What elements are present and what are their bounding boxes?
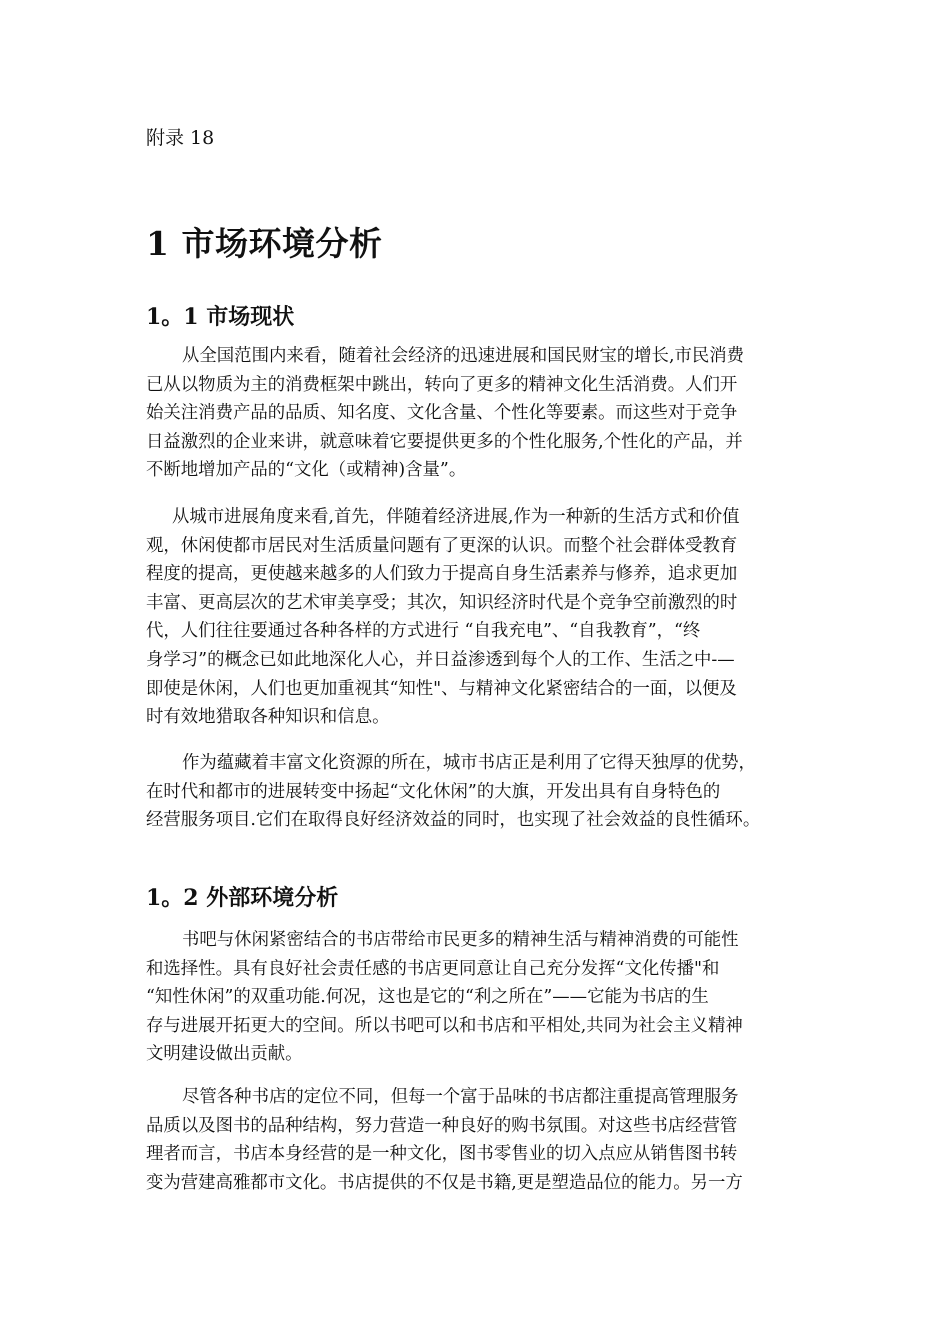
paragraph-line: 始关注消费产品的品质、知名度、文化含量、个性化等要素。而这些对于竞争 xyxy=(146,403,738,424)
section-1-2-paragraph-2 xyxy=(146,1083,822,1197)
section-1-heading: 1 市场环境分析 xyxy=(146,224,383,263)
paragraph-line: 丰富、更高层次的艺术审美享受；其次，知识经济时代是个竞争空前激烈的时 xyxy=(146,592,738,613)
paragraph-line: 从城市进展角度来看,首先，伴随着经济进展,作为一种新的生活方式和价值 xyxy=(172,507,740,527)
paragraph-line: 已从以物质为主的消费框架中跳出，转向了更多的精神文化生活消费。人们开 xyxy=(146,374,738,395)
paragraph-line: 从全国范围内来看，随着社会经济的迅速进展和国民财宝的增长,市民消费 xyxy=(182,346,745,366)
paragraph-line: 存与进展开拓更大的空间。所以书吧可以和书店和平相处,共同为社会主义精神 xyxy=(146,1015,743,1036)
paragraph-line: 代，人们往往要通过各种各样的方式进行 “自我充电”、“自我教育”，“终 xyxy=(146,621,701,642)
paragraph-line: 观，休闲使都市居民对生活质量问题有了更深的认识。而整个社会群体受教育 xyxy=(146,535,738,556)
paragraph-line: 即使是休闲，人们也更加重视其“知性"、与精神文化紧密结合的一面，以便及 xyxy=(146,678,737,699)
paragraph-line: 作为蕴藏着丰富文化资源的所在，城市书店正是利用了它得天独厚的优势， xyxy=(182,753,756,773)
paragraph-line: 和选择性。具有良好社会责任感的书店更同意让自己充分发挥“文化传播"和 xyxy=(146,958,720,979)
section-1-1-paragraph-1 xyxy=(146,342,822,485)
appendix-label: 附录 18 xyxy=(146,127,215,149)
paragraph-line: 在时代和都市的进展转变中扬起“文化休闲”的大旗，开发出具有自身特色的 xyxy=(146,781,721,802)
paragraph-line: 尽管各种书店的定位不同，但每一个富于品味的书店都注重提高管理服务 xyxy=(182,1087,739,1107)
paragraph-line: 变为营建高雅都市文化。书店提供的不仅是书籍,更是塑造品位的能力。另一方 xyxy=(146,1172,743,1193)
paragraph-line: 不断地增加产品的“文化（或精神)含量”。 xyxy=(146,460,467,481)
paragraph-line: 时有效地猎取各种知识和信息。 xyxy=(146,707,390,728)
paragraph-line: 程度的提高，更使越来越多的人们致力于提高自身生活素养与修养，追求更加 xyxy=(146,564,738,585)
section-1-1-paragraph-3 xyxy=(146,749,822,835)
paragraph-line: 品质以及图书的品种结构，努力营造一种良好的购书氛围。对这些书店经营管 xyxy=(146,1115,738,1136)
paragraph-line: 身学习”的概念已如此地深化人心，并日益渗透到每个人的工作、生活之中-— xyxy=(146,649,735,670)
section-1-1-paragraph-2 xyxy=(146,503,822,732)
section-1-1-heading: 1。1 市场现状 xyxy=(146,304,295,330)
paragraph-line: 书吧与休闲紧密结合的书店带给市民更多的精神生活与精神消费的可能性 xyxy=(182,930,739,950)
paragraph-line: 日益激烈的企业来讲，就意味着它要提供更多的个性化服务,个性化的产品，并 xyxy=(146,431,743,452)
paragraph-line: “知性休闲”的双重功能.何况，这也是它的“利之所在”——它能为书店的生 xyxy=(146,987,709,1008)
paragraph-line: 经营服务项目.它们在取得良好经济效益的同时，也实现了社会效益的良性循环。 xyxy=(146,810,761,831)
paragraph-line: 理者而言，书店本身经营的是一种文化，图书零售业的切入点应从销售图书转 xyxy=(146,1144,738,1165)
paragraph-line: 文明建设做出贡献。 xyxy=(146,1044,303,1065)
section-1-2-paragraph-1 xyxy=(146,926,822,1069)
section-1-2-heading: 1。2 外部环境分析 xyxy=(146,885,339,911)
